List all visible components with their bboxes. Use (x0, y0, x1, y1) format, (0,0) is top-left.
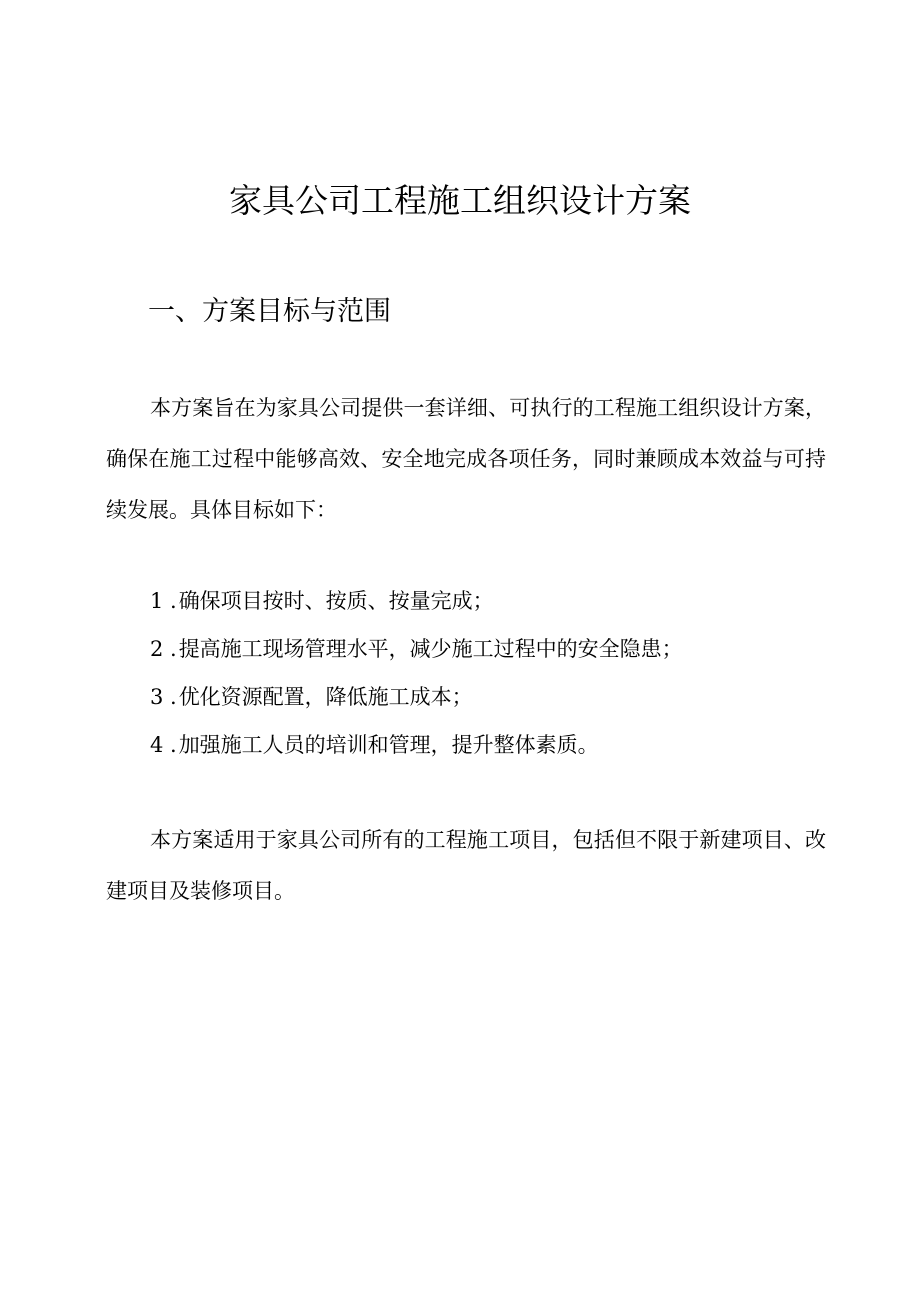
goal-item (150, 673, 850, 721)
goal-separator: . (170, 733, 177, 757)
goals-list (150, 577, 850, 769)
goal-item (150, 577, 850, 625)
goal-text: 加强施工人员的培训和管理，提升整体素质。 (178, 733, 599, 757)
intro-paragraph: 本方案旨在为家具公司提供一套详细、可执行的工程施工组织设计方案，确保在施工过程中能够高效、安全地完成各项任务，同时兼顾成本效益与可持续发展。具体目标如下： (106, 396, 826, 522)
goal-number: 2 (150, 637, 164, 661)
goal-text: 提高施工现场管理水平，减少施工过程中的安全隐患； (178, 637, 683, 661)
goal-separator: . (170, 637, 177, 661)
goal-text: 确保项目按时、按质、按量完成； (178, 589, 494, 613)
goal-number: 4 (150, 733, 164, 757)
goal-number: 1 (150, 589, 164, 613)
goal-separator: . (170, 685, 177, 709)
goal-separator: . (170, 589, 177, 613)
goal-item (150, 625, 850, 673)
goal-number: 3 (150, 685, 164, 709)
section-heading: 一、方案目标与范围 (148, 296, 391, 327)
scope-paragraph: 本方案适用于家具公司所有的工程施工项目，包括但不限于新建项目、改建项目及装修项目。 (106, 828, 826, 903)
goal-text: 优化资源配置，降低施工成本； (178, 685, 473, 709)
document-title: 家具公司工程施工组织设计方案 (229, 181, 691, 220)
goal-item (150, 721, 850, 769)
